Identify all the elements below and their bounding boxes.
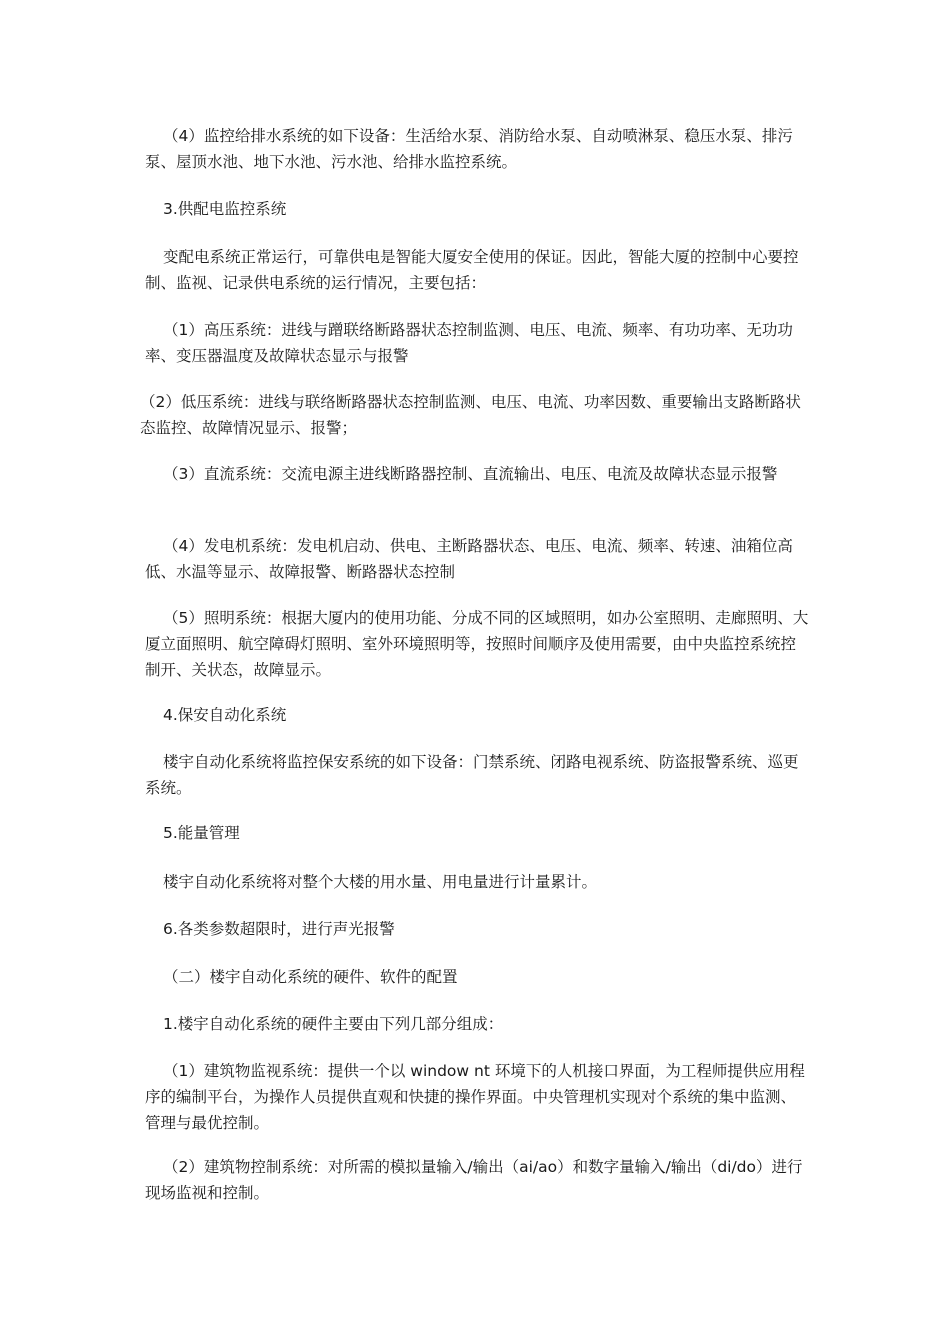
paragraph-high-voltage-system: （1）高压系统：进线与蹭联络断路器状态控制监测、电压、电流、频率、有功功率、无功功率、变压器温度及故障状态显示与报警	[145, 321, 793, 365]
heading-security-automation: 4.保安自动化系统	[163, 706, 287, 724]
paragraph-dc-system: （3）直流系统：交流电源主进线断路器控制、直流输出、电压、电流及故障状态显示报警	[163, 465, 778, 483]
heading-power-supply-monitoring: 3.供配电监控系统	[163, 200, 287, 218]
paragraph-energy-metering: 楼宇自动化系统将对整个大楼的用水量、用电量进行计量累计。	[163, 873, 598, 891]
paragraph-building-control-system: （2）建筑物控制系统：对所需的模拟量输入/输出（ai/ao）和数字量输入/输出（di/do）进行现场监视和控制。	[145, 1158, 803, 1202]
heading-hardware-software-config: （二）楼宇自动化系统的硬件、软件的配置	[163, 968, 458, 986]
paragraph-hardware-components: 1.楼宇自动化系统的硬件主要由下列几部分组成：	[163, 1015, 504, 1033]
paragraph-generator-system: （4）发电机系统：发电机启动、供电、主断路器状态、电压、电流、频率、转速、油箱位高低、水温等显示、故障报警、断路器状态控制	[145, 537, 793, 581]
paragraph-low-voltage-system: （2）低压系统：进线与联络断路器状态控制监测、电压、电流、功率因数、重要输出支路断路状态监控、故障情况显示、报警；	[140, 393, 801, 437]
heading-parameter-alarm: 6.各类参数超限时，进行声光报警	[163, 920, 395, 938]
paragraph-security-devices: 楼宇自动化系统将监控保安系统的如下设备：门禁系统、闭路电视系统、防盗报警系统、巡更系统。	[145, 753, 799, 797]
paragraph-power-system-intro: 变配电系统正常运行，可靠供电是智能大厦安全使用的保证。因此，智能大厦的控制中心要控制、监视、记录供电系统的运行情况，主要包括：	[145, 248, 799, 292]
paragraph-water-supply-monitoring: （4）监控给排水系统的如下设备：生活给水泵、消防给水泵、自动喷淋泵、稳压水泵、排污泵、屋顶水池、地下水池、污水池、给排水监控系统。	[145, 127, 793, 171]
heading-energy-management: 5.能量管理	[163, 824, 240, 842]
paragraph-building-monitoring-system: （1）建筑物监视系统：提供一个以 window nt 环境下的人机接口界面，为工程师提供应用程序的编制平台，为操作人员提供直观和快捷的操作界面。中央管理机实现对个系统的集中监测、管理与最优控制。	[145, 1062, 805, 1132]
paragraph-lighting-system: （5）照明系统：根据大厦内的使用功能、分成不同的区域照明，如办公室照明、走廊照明、大厦立面照明、航空障碍灯照明、室外环境照明等，按照时间顺序及使用需要，由中央监控系统控制开、关状态，故障显示。	[145, 609, 809, 679]
